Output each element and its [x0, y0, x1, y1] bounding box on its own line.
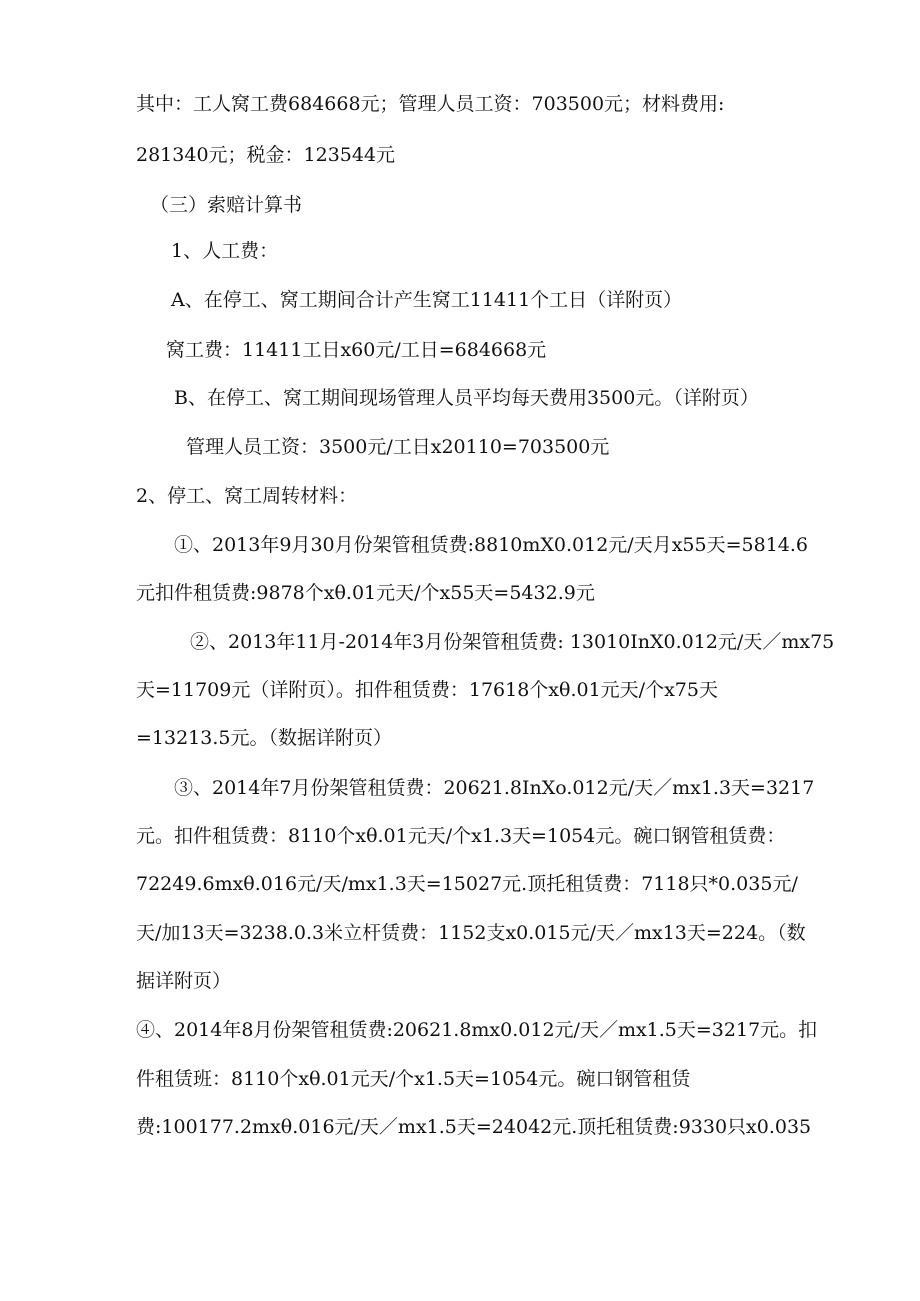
body-text-line: 元扣件租赁费:9878个xθ.01元天/个x55天=5432.9元	[136, 582, 595, 604]
body-text-line: 管理人员工资：3500元/工日x20110=703500元	[186, 436, 610, 458]
body-text-line: 费:100177.2mxθ.016元/天／mx1.5天=24042元.顶托租赁费:9330只x0.035	[136, 1116, 812, 1138]
body-text-line: 据详附页）	[136, 970, 232, 992]
body-text-line: ①、2013年9月30月份架管租赁费:8810mX0.012元/天月x55天=5814.6	[174, 534, 809, 556]
body-text-line: 天=11709元（详附页）。扣件租赁费：17618个xθ.01元天/个x75天	[136, 679, 718, 701]
body-text-line: 件租赁班：8110个xθ.01元天/个x1.5天=1054元。碗口钢管租赁	[136, 1068, 691, 1090]
body-text-line: ③、2014年7月份架管租赁费：20621.8InXo.012元/天／mx1.3天=3217	[174, 777, 815, 799]
body-text-line: 281340元；税金：123544元	[136, 144, 396, 166]
subsection-heading: 1、人工费：	[171, 240, 279, 262]
body-text-line: B、在停工、窝工期间现场管理人员平均每天费用3500元。（详附页）	[174, 387, 759, 409]
body-text-line: 天/加13天=3238.0.3米立杆赁费：1152支x0.015元/天／mx13天=224。（数	[136, 922, 806, 944]
body-text-line: =13213.5元。（数据详附页）	[136, 727, 392, 749]
subsection-heading: 2、停工、窝工周转材料：	[136, 485, 358, 507]
body-text-line: ④、2014年8月份架管租赁费:20621.8mx0.012元/天／mx1.5天=3217元。扣	[136, 1019, 818, 1041]
body-text-line: A、在停工、窝工期间合计产生窝工11411个工日（详附页）	[171, 289, 683, 311]
body-text-line: ②、2013年11月-2014年3月份架管租赁费: 13010InX0.012元/天／mx75	[190, 631, 835, 653]
body-text-line: 元。扣件租赁费：8110个xθ.01元天/个x1.3天=1054元。碗口钢管租赁费：	[136, 825, 786, 847]
section-heading: （三）索赔计算书	[150, 194, 303, 216]
body-text-line: 72249.6mxθ.016元/天/mx1.3天=15027元.顶托租赁费：7118只*0.035元/	[136, 873, 798, 895]
body-text-line: 窝工费：11411工日x60元/工日=684668元	[166, 339, 547, 361]
body-text-line: 其中：工人窝工费684668元；管理人员工资：703500元；材料费用:	[136, 93, 725, 115]
